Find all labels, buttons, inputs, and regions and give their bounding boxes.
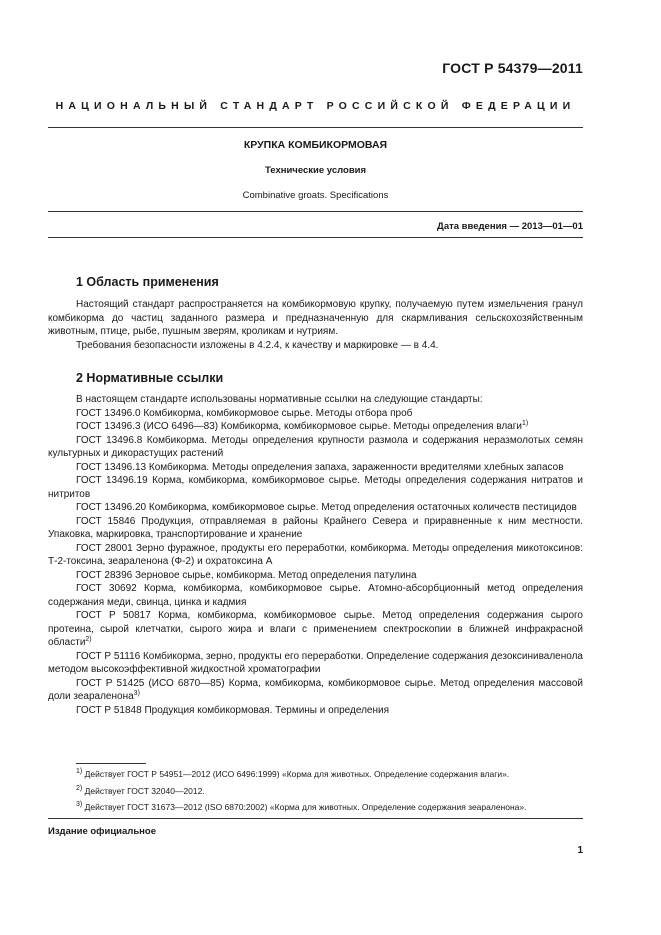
normative-references [48,393,583,717]
footnote-separator [76,763,146,764]
reference-item: ГОСТ 28396 Зерновое сырье, комбикорма. Метод определения патулина [76,569,417,581]
document-subtitle: Технические условия [264,165,367,176]
national-standard-banner: НАЦИОНАЛЬНЫЙ СТАНДАРТ РОССИЙСКОЙ ФЕДЕРАЦИИ [55,100,576,112]
section-1-body [48,298,583,352]
reference-item: ГОСТ Р 51848 Продукция комбикормовая. Термины и определения [76,704,390,716]
page-number: 1 [577,845,583,856]
footnote-item: $^{2)}$ Действует ГОСТ 32040—2012. [76,784,205,796]
reference-item: ГОСТ 13496.3 (ИСО 6496—83) Комбикорма, комбикормовое сырье. Методы определения влаги$^{1)}$ [76,420,529,432]
date-rule [48,237,583,238]
footer-rule [48,818,583,819]
reference-item: ГОСТ 13496.13 Комбикорма. Методы определения запаха, зараженности вредителями хлебных запасов [76,461,564,473]
reference-item: ГОСТ 13496.0 Комбикорма, комбикормовое сырье. Методы отбора проб [76,407,413,419]
footnote-item: $^{3)}$ Действует ГОСТ 31673—2012 (ISO 6870:2002) «Корма для животных. Определение содержания зеараленона». [76,801,527,812]
header-rule-top [48,127,583,128]
reference-item: ГОСТ 15846 Продукция, отправляемая в районы Крайнего Севера и приравненные к ним местности. Упаковка, маркировка, транспортирование и хранение [48,515,583,540]
introduction-date: Дата введения — 2013—01—01 [437,221,583,232]
reference-item: ГОСТ Р 51425 (ИСО 6870—85) Корма, комбикорма, комбикормовое сырье. Метод определения массовой доли зеараленона$^{3)}$ [48,677,583,702]
english-title: Combinative groats. Specifications [242,190,389,201]
official-edition-label: Издание официальное [48,826,156,837]
document-title: КРУПКА КОМБИКОРМОВАЯ [243,139,388,151]
section-1-heading: 1 Область применения [76,275,219,289]
reference-item: ГОСТ 13496.20 Комбикорма, комбикормовое сырье. Метод определения остаточных количеств пестицидов [76,502,577,513]
references-intro: В настоящем стандарте использованы нормативные ссылки на следующие стандарты: [76,394,483,405]
reference-item: ГОСТ Р 51116 Комбикорма, зерно, продукты его переработки. Определение содержания дезоксиниваленола методом высокоэффективной жидкостной хроматографии [48,650,583,675]
reference-item: ГОСТ 28001 Зерно фуражное, продукты его переработки, комбикорма. Методы определения микотоксинов: Т-2-токсина, зеараленона (Ф-2) и охратоксина А [48,542,583,567]
footnotes [76,766,583,816]
reference-item: ГОСТ 30692 Корма, комбикорма, комбикормовое сырье. Атомно-абсорбционный метод определения содержания меди, свинца, цинка и кадмия [48,583,583,608]
reference-item: ГОСТ Р 50817 Корма, комбикорма, комбикормовое сырье. Метод определения содержания сырого протеина, сырой клетчатки, сырого жира и влаги с применением спектроскопии в ближней инфракрасной области$^{2)}$ [48,610,583,648]
title-rule [48,211,583,212]
section-2-heading: 2 Нормативные ссылки [76,371,224,385]
section-1-paragraph: Требования безопасности изложены в 4.2.4, к качеству и маркировке — в 4.4. [76,339,439,351]
reference-item: ГОСТ 13496.19 Корма, комбикорма, комбикормовое сырье. Методы определения содержания нитратов и нитритов [48,475,583,500]
gost-number: ГОСТ Р 54379—2011 [442,60,583,76]
footnote-item: $^{1)}$ Действует ГОСТ Р 54951—2012 (ИСО 6496:1999) «Корма для животных. Определение содержания влаги». [76,768,510,779]
section-1-paragraph: Настоящий стандарт распространяется на комбикормовую крупку, получаемую путем измельчения гранул комбикорма до частиц заданного размера и предназначенную для скармливания сельскохозяйственным животным, птице, рыбе, пушным зверям, кроликам и нутриям. [48,299,583,337]
reference-item: ГОСТ 13496.8 Комбикорма. Методы определения крупности размола и содержания неразмолотых семян культурных и дикорастущих растений [48,434,583,459]
